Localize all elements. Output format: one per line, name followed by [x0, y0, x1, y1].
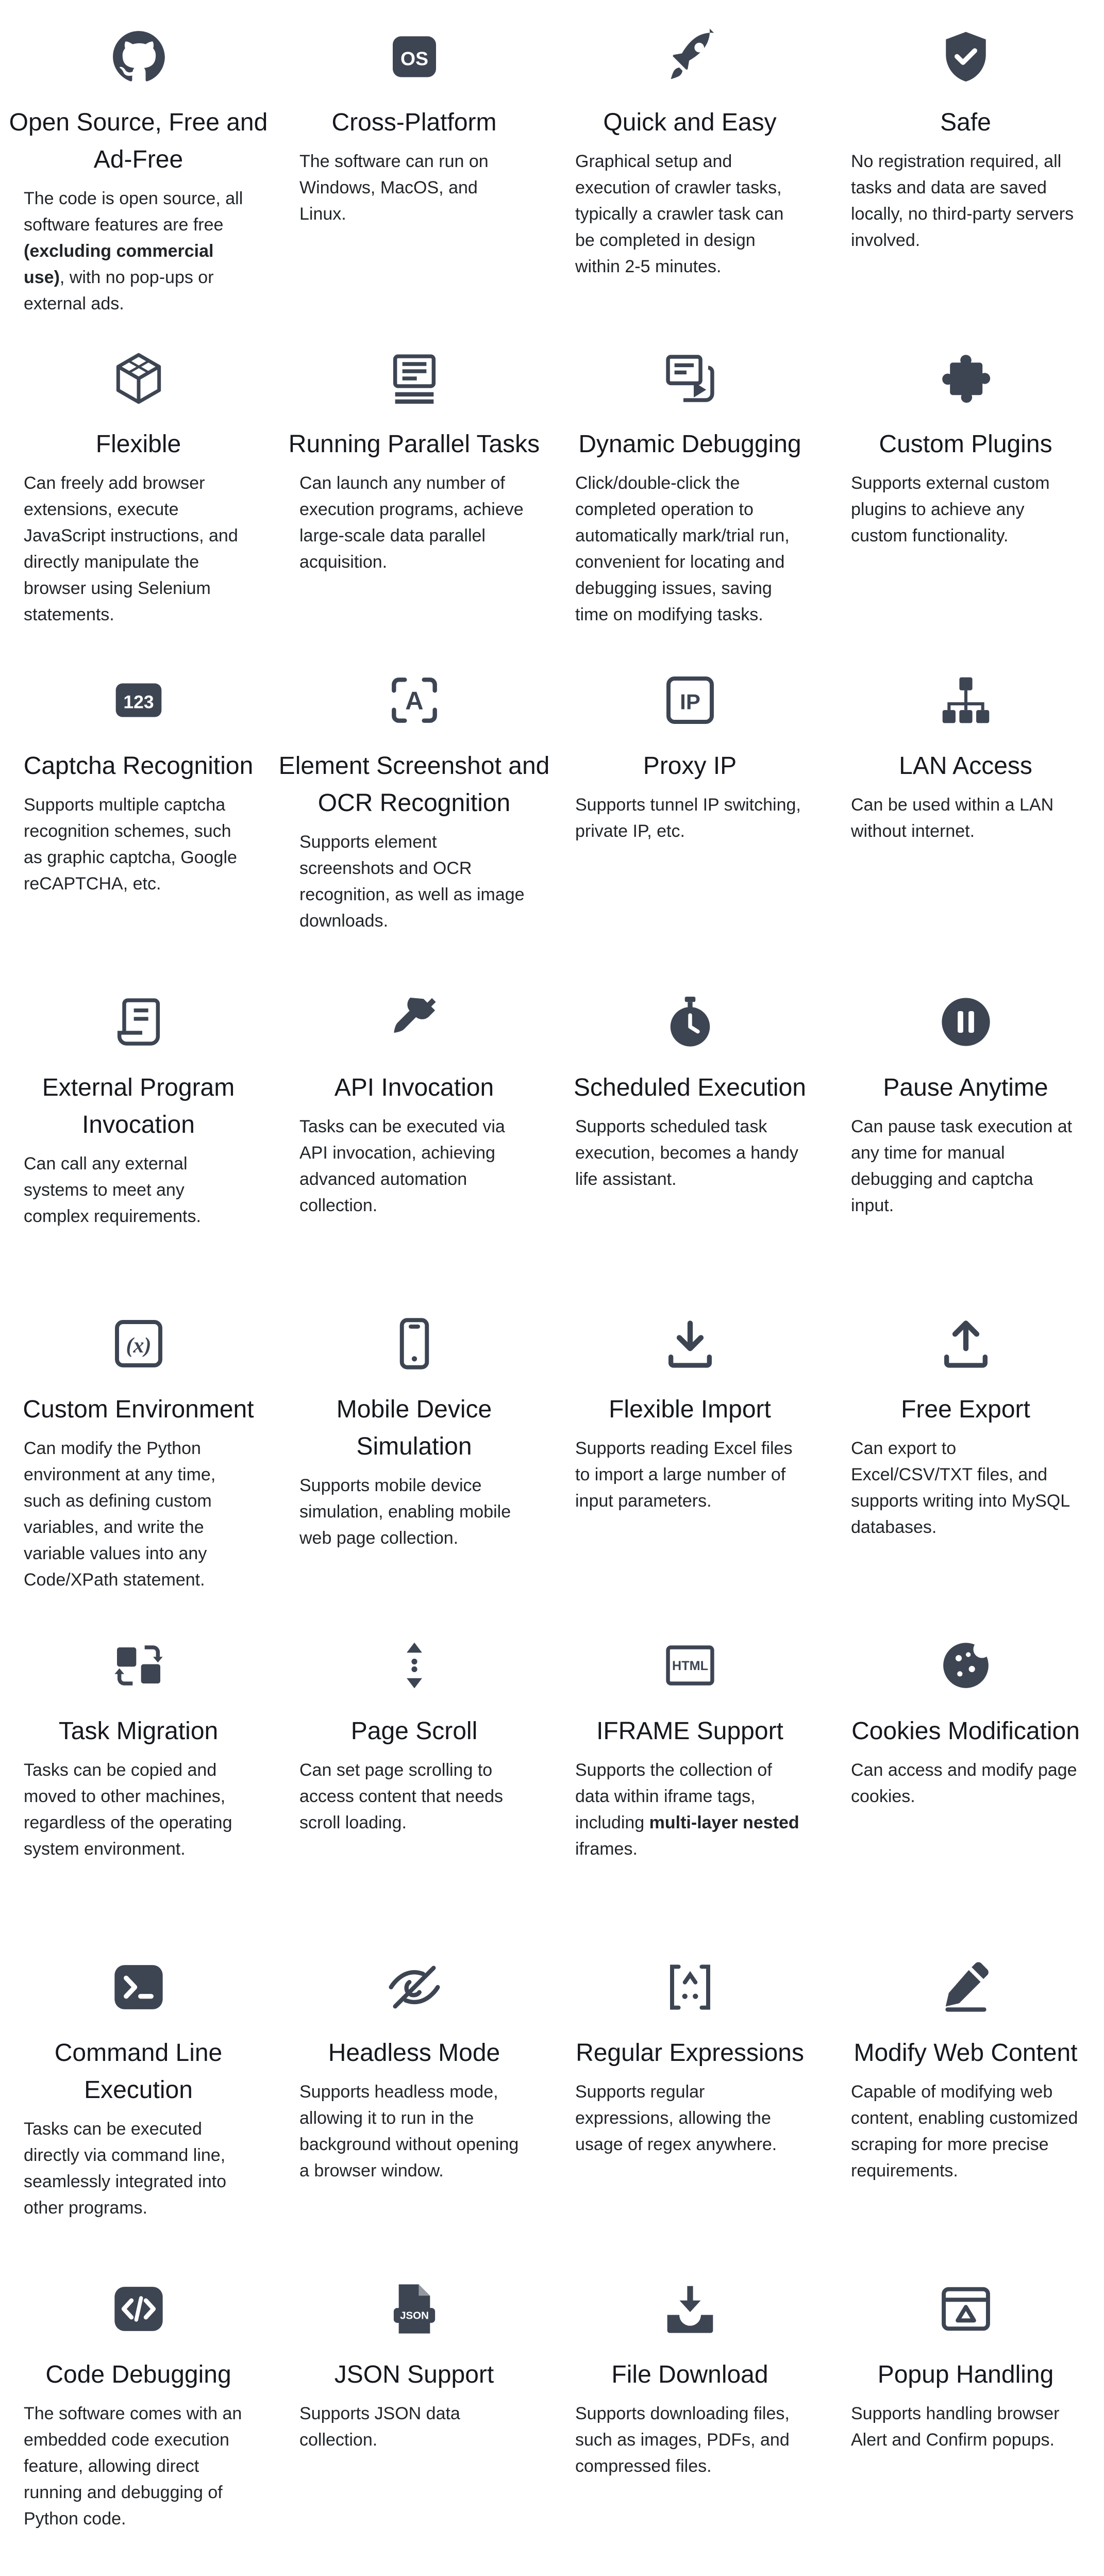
feature-card [828, 1610, 1103, 1931]
feature-description: Can call any external systems to meet any complex requirements. [24, 1154, 201, 1226]
regex-brackets-icon [661, 1958, 719, 2016]
popup-window-icon [937, 2280, 995, 2338]
feature-card [552, 966, 828, 1288]
pencil-edit-icon [937, 1958, 995, 2016]
feature-title: Code Debugging [45, 2361, 231, 2388]
feature-title: Cookies Modification [851, 1718, 1080, 1745]
feature-description: The code is open source, all software features are free (excluding commercial use), with no pop-ups or external ads. [24, 189, 243, 313]
feature-card [276, 1610, 552, 1931]
dynamic-debug-icon [661, 350, 719, 407]
feature-card [276, 645, 552, 966]
feature-title: File Download [611, 2361, 768, 2388]
feature-card [552, 2253, 828, 2575]
puzzle-icon [937, 350, 995, 407]
lan-sitemap-icon [937, 671, 995, 729]
feature-description: Graphical setup and execution of crawler tasks, typically a crawler task can be completed in design within 2-5 minutes. [575, 152, 784, 276]
variable-x-icon [110, 1315, 168, 1373]
html-frame-icon [661, 1637, 719, 1694]
eye-slash-icon [386, 1958, 443, 2016]
feature-description: Supports mobile device simulation, enabling mobile web page collection. [299, 1476, 511, 1548]
feature-card [276, 323, 552, 645]
captcha-123-icon [110, 671, 168, 729]
feature-title: Regular Expressions [576, 2039, 804, 2067]
export-upload-icon [937, 1315, 995, 1373]
feature-title: Proxy IP [643, 752, 737, 780]
feature-card [828, 1288, 1103, 1610]
feature-title: Captcha Recognition [23, 752, 254, 780]
feature-title: Flexible Import [609, 1396, 771, 1423]
feature-description: Tasks can be executed directly via command line, seamlessly integrated into other programs. [24, 2119, 227, 2218]
feature-title: JSON Support [334, 2361, 494, 2388]
feature-title: Quick and Easy [603, 109, 777, 136]
mobile-phone-icon [386, 1315, 443, 1373]
shield-check-icon [937, 28, 995, 86]
feature-description: Can access and modify page cookies. [851, 1760, 1077, 1806]
feature-description: Can modify the Python environment at any time, such as defining custom variables, and write the variable values into any Code/XPath statement. [24, 1439, 216, 1590]
svg-text:(x): (x) [126, 1333, 151, 1358]
feature-description: Supports scheduled task execution, becomes a handy life assistant. [575, 1117, 798, 1189]
feature-description: Can pause task execution at any time for manual debugging and captcha input. [851, 1117, 1073, 1215]
feature-title: Dynamic Debugging [578, 431, 801, 458]
feature-description: Tasks can be copied and moved to other machines, regardless of the operating system environment. [24, 1760, 232, 1859]
feature-title: Task Migration [58, 1718, 219, 1745]
svg-text:IP: IP [679, 689, 700, 714]
feature-card [1, 1, 276, 323]
feature-description: Supports the collection of data within iframe tags, including multi-layer nested iframes. [575, 1760, 799, 1859]
feature-card [828, 2253, 1103, 2575]
svg-text:A: A [405, 687, 424, 715]
feature-title: Flexible [95, 431, 181, 458]
feature-card [1, 645, 276, 966]
feature-description: Supports downloading files, such as images, PDFs, and compressed files. [575, 2404, 790, 2476]
feature-title: Page Scroll [350, 1718, 478, 1745]
github-icon [110, 28, 168, 86]
terminal-icon [110, 1958, 168, 2016]
api-plug-icon [386, 993, 443, 1051]
feature-description: Supports JSON data collection. [299, 2404, 460, 2450]
feature-title: LAN Access [899, 752, 1032, 780]
feature-title: Safe [940, 109, 991, 136]
json-file-icon [386, 2280, 443, 2338]
feature-card [828, 1931, 1103, 2253]
page-scroll-icon [386, 1637, 443, 1694]
svg-text:JSON: JSON [399, 2309, 429, 2322]
feature-card [1, 2253, 276, 2575]
stopwatch-icon [661, 993, 719, 1051]
feature-description: Tasks can be executed via API invocation, achieving advanced automation collection. [299, 1117, 505, 1215]
feature-description: Supports element screenshots and OCR recognition, as well as image downloads. [299, 832, 525, 931]
feature-card [1, 1610, 276, 1931]
feature-card [276, 966, 552, 1288]
feature-title: Open Source, Free and Ad-Free [9, 109, 268, 173]
feature-title: Element Screenshot and OCR Recognition [278, 752, 550, 817]
code-brackets-icon [110, 2280, 168, 2338]
pause-circle-icon [937, 993, 995, 1051]
feature-card [1, 323, 276, 645]
parallel-tasks-icon [386, 350, 443, 407]
feature-card [276, 1931, 552, 2253]
feature-description: Supports tunnel IP switching, private IP, etc. [575, 795, 801, 841]
feature-description: Supports reading Excel files to import a large number of input parameters. [575, 1439, 793, 1511]
feature-card [828, 966, 1103, 1288]
feature-card [276, 1288, 552, 1610]
feature-description: Can set page scrolling to access content that needs scroll loading. [299, 1760, 504, 1832]
feature-description: Can freely add browser extensions, execute JavaScript instructions, and directly manipulate the browser using Selenium statements. [24, 473, 238, 624]
feature-description: Supports regular expressions, allowing the usage of regex anywhere. [575, 2082, 777, 2154]
feature-title: API Invocation [334, 1074, 494, 1101]
feature-title: Popup Handling [877, 2361, 1054, 2388]
feature-card [276, 2253, 552, 2575]
feature-title: External Program Invocation [42, 1074, 235, 1138]
cookie-icon [937, 1637, 995, 1694]
feature-description: Supports multiple captcha recognition schemes, such as graphic captcha, Google reCAPTCHA, etc. [24, 795, 237, 894]
ocr-scan-icon [386, 671, 443, 729]
feature-title: Mobile Device Simulation [336, 1396, 492, 1460]
feature-description: No registration required, all tasks and data are saved locally, no third-party servers involved. [851, 152, 1074, 250]
cube-icon [110, 350, 168, 407]
feature-card [552, 1931, 828, 2253]
feature-title: Custom Environment [23, 1396, 254, 1423]
svg-text:123: 123 [123, 691, 154, 713]
feature-description: Supports handling browser Alert and Confirm popups. [851, 2404, 1060, 2450]
feature-card [552, 323, 828, 645]
feature-title: Command Line Execution [54, 2039, 223, 2104]
feature-description: Can launch any number of execution programs, achieve large-scale data parallel acquisition. [299, 473, 524, 572]
feature-title: Headless Mode [328, 2039, 500, 2067]
file-download-icon [661, 2280, 719, 2338]
feature-title: Custom Plugins [879, 431, 1052, 458]
svg-text:HTML: HTML [672, 1658, 708, 1673]
feature-description: The software can run on Windows, MacOS, and Linux. [299, 152, 489, 224]
feature-description: Click/double-click the completed operation to automatically mark/trial run, convenient for locating and debugging issues, saving time on modifying tasks. [575, 473, 790, 624]
rocket-icon [661, 28, 719, 86]
feature-card [552, 1, 828, 323]
feature-card [828, 1, 1103, 323]
feature-card [1, 1931, 276, 2253]
feature-title: Free Export [901, 1396, 1030, 1423]
feature-title: Cross-Platform [331, 109, 497, 136]
svg-text:OS: OS [400, 47, 428, 70]
proxy-ip-icon [661, 671, 719, 729]
feature-card [552, 1288, 828, 1610]
os-badge-icon [386, 28, 443, 86]
feature-card [828, 323, 1103, 645]
feature-title: Modify Web Content [854, 2039, 1078, 2067]
task-migration-icon [110, 1637, 168, 1694]
feature-description: Can export to Excel/CSV/TXT files, and supports writing into MySQL databases. [851, 1439, 1069, 1537]
feature-card [276, 1, 552, 323]
feature-description: Can be used within a LAN without internet. [851, 795, 1054, 841]
feature-description: Supports external custom plugins to achieve any custom functionality. [851, 473, 1050, 546]
feature-card [552, 1610, 828, 1931]
feature-title: Scheduled Execution [574, 1074, 806, 1101]
feature-description: The software comes with an embedded code execution feature, allowing direct running and debugging of Python code. [24, 2404, 242, 2529]
import-download-icon [661, 1315, 719, 1373]
feature-title: Running Parallel Tasks [288, 431, 540, 458]
feature-card [1, 966, 276, 1288]
feature-title: Pause Anytime [883, 1074, 1048, 1101]
feature-card [1, 1288, 276, 1610]
feature-title: IFRAME Support [596, 1718, 783, 1745]
feature-description: Capable of modifying web content, enabling customized scraping for more precise requirements. [851, 2082, 1078, 2181]
scroll-document-icon [110, 993, 168, 1051]
feature-card [552, 645, 828, 966]
feature-card [828, 645, 1103, 966]
feature-description: Supports headless mode, allowing it to run in the background without opening a browser window. [299, 2082, 519, 2181]
